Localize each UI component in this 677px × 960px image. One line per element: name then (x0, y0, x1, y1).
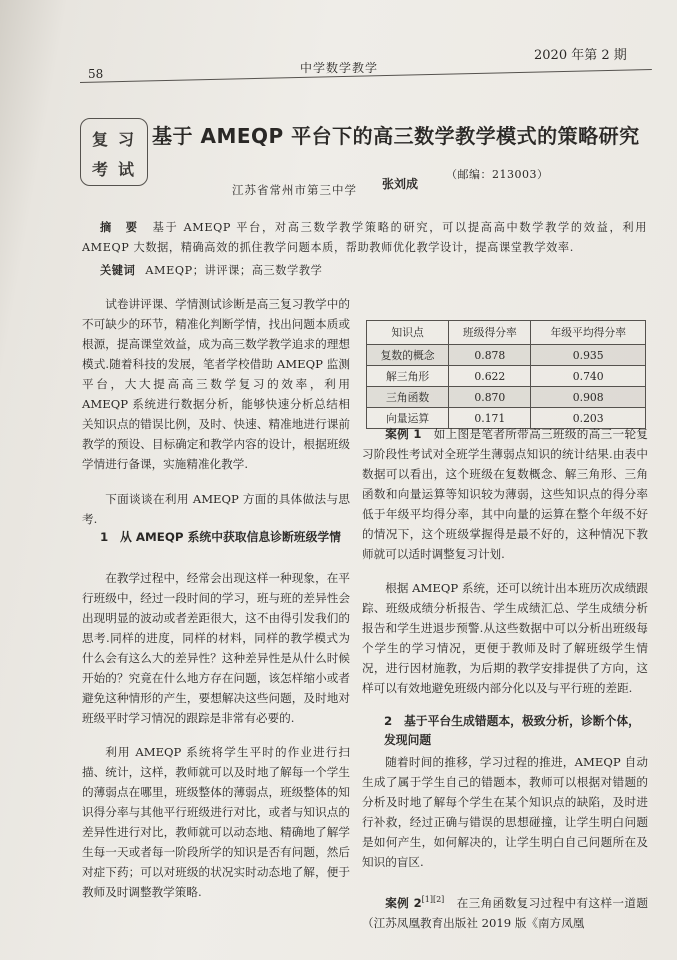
paragraph: 根据 AMEQP 系统，还可以统计出本班历次成绩跟踪、班级成绩分析报告、学生成绩汇总、学生成绩分析报告和学生进退步预警.从这些数据中可以分析出班级每个学生的学习情况，更便于教师及时了解班级学生情况，进行因材施教，为后期的教学安排提供了方向，这样可以有效地避免班级内部分化以及与平行班的差距. (362, 581, 648, 695)
paragraph: 在教学过程中，经常会出现这样一种现象，在平行班级中，经过一段时间的学习，班与班的差异性会出现明显的波动或者差距很大，这不由得引发我们的思考.同样的进度，同样的材料，同样的教学模式为什么会有这么大的差异性？这种差异性是从什么时候开始的？究竟在什么地方存在问题，该怎样缩小或者避免这种情形的产生，要想解决这些问题，及时地对班级平时学习情况的跟踪是非常有必要的. (82, 571, 350, 725)
abstract-text: 基于 AMEQP 平台，对高三数学教学策略的研究，可以提高高中数学教学的效益，利用 AMEQP 大数据，精确高效的抓住教学问题本质，帮助教师优化教学设计，提高课堂教学效率. (82, 221, 647, 254)
keywords-text: AMEQP；讲评课；高三数学教学 (145, 264, 323, 277)
paragraph: 利用 AMEQP 系统将学生平时的作业进行扫描、统计，这样，教师就可以及时地了解每一个学生的薄弱点在哪里，班级整体的薄弱点，班级整体的知识得分率与其他平行班级进行对比，或者与知识点的差异性进行对比，教师就可以动态地、精确地了解学生每一天或者每一阶段所学的知识是否有问题，然后对症下药；可以对班级的状况实时动态地了解，便于教师及时调整教学策略. (82, 745, 350, 899)
column-header: 知识点 (367, 321, 449, 345)
keywords (100, 262, 322, 278)
author-affiliation: 江苏省常州市第三中学 (232, 183, 357, 197)
column-header: 年级平均得分率 (531, 321, 646, 345)
table-cell: 0.740 (531, 366, 646, 387)
abstract (82, 218, 647, 258)
badge-char: 复 (92, 130, 109, 149)
table-row (367, 387, 646, 408)
table-cell: 0.622 (449, 366, 531, 387)
paragraph: 试卷讲评课、学情测试诊断是高三复习教学中的不可缺少的环节，精准化判断学情，找出问题本质或根源，提高课堂效益，成为高三数学教学追求的理想模式.随着科技的发展，笔者学校借助 AMEQP 监测平台，大大提高高三数学复习的效率，利用 AMEQP 系统进行数据分析，能够快速分析总结相关知识点的错误比例，及时、快速、精准地进行课前教学的预设、目标确定和教学内容的设计，根据班级学情进行备课，实施精准化教学. (82, 297, 350, 471)
case-1-paragraph (362, 424, 648, 564)
table-cell: 0.935 (531, 345, 646, 366)
keywords-label: 关键词 (100, 264, 136, 277)
table-cell: 0.870 (449, 387, 531, 408)
table-cell: 0.878 (449, 345, 531, 366)
abstract-label: 摘 要 (100, 221, 139, 234)
case-label: 案例 1 (385, 427, 422, 441)
badge-char: 习 (118, 130, 135, 149)
case-label: 案例 2 (385, 895, 422, 910)
table-cell: 复数的概念 (367, 345, 449, 366)
case-2-paragraph (362, 890, 648, 933)
column-header: 班级得分率 (449, 321, 531, 345)
score-rate-table (366, 320, 646, 429)
section-heading: 1 从 AMEQP 系统中获取信息诊断班级学情 (100, 530, 341, 544)
paragraph: 下面谈谈在利用 AMEQP 方面的具体做法与思考. (82, 492, 350, 526)
table-cell: 解三角形 (367, 366, 449, 387)
table-cell: 0.171 (449, 408, 531, 429)
citation: [1][2] (421, 895, 445, 904)
table-row (367, 345, 646, 366)
table-cell: 0.203 (531, 408, 646, 429)
postcode: （邮编：213003） (446, 168, 549, 181)
table-cell: 三角函数 (367, 387, 449, 408)
badge-char: 考 (92, 160, 109, 179)
review-exam-badge (80, 118, 148, 186)
case-text: 如上图是笔者所带高三班级的高三一轮复习阶段性考试对全班学生薄弱点知识的统计结果.由表中数据可以看出，这个班级在复数概念、解三角形、三角函数和向量运算等知识较为薄弱，这些知识点的得分率低于年级平均得分率，其中向量的运算在整个年级不好的情况下，这个班级掌握得是最不好的，这种情况下教师就可以适时调整复习计划. (362, 427, 648, 561)
table-header-row (367, 321, 646, 345)
issue-label: 2020 年第 2 期 (534, 48, 627, 63)
table-cell: 向量运算 (367, 408, 449, 429)
section-heading: 2 基于平台生成错题本，极致分析，诊断个体，发现问题 (384, 714, 640, 747)
article-title: 基于 AMEQP 平台下的高三数学教学模式的策略研究 (152, 124, 640, 148)
badge-char: 试 (118, 160, 135, 179)
case-text: 在三角函数复习过程中有这样一道题（江苏凤凰教育出版社 2019 版《南方凤凰 (362, 895, 648, 930)
journal-name: 中学数学教学 (300, 61, 379, 75)
table-row (367, 366, 646, 387)
table-cell: 0.908 (531, 387, 646, 408)
page-number: 58 (88, 67, 104, 81)
paragraph: 随着时间的推移，学习过程的推进，AMEQP 自动生成了属于学生自己的错题本，教师可以根据对错题的分析及时地了解每个学生在某个知识点的缺陷，及时进行补救，经过正确与错误的思想碰撞，让学生明白问题是如何产生，如何解决的，让学生明白自己问题所在及知识的盲区. (362, 755, 648, 869)
author-name: 张刘成 (382, 177, 419, 191)
